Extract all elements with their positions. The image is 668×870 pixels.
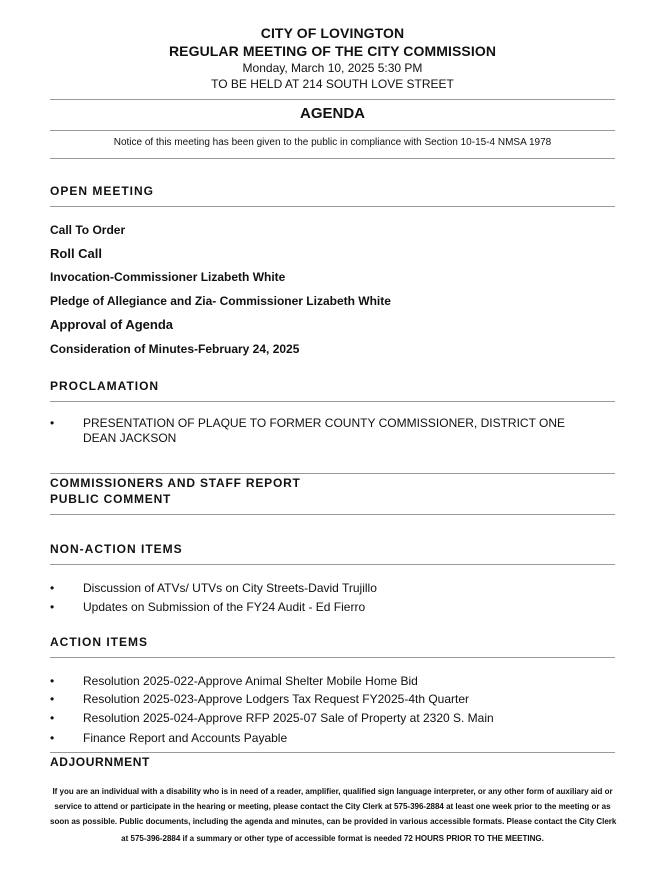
divider: [50, 206, 615, 207]
compliance-notice: Notice of this meeting has been given to the public in compliance with Section 10-15-4 NMSA 1978: [113, 137, 552, 148]
agenda-item-invocation: Invocation-Commissioner Lizabeth White: [50, 270, 286, 284]
divider: [50, 752, 615, 753]
action-heading: ACTION ITEMS: [50, 635, 148, 649]
divider: [50, 564, 615, 565]
non-action-item: Discussion of ATVs/ UTVs on City Streets-David Trujillo: [83, 581, 377, 595]
bullet: •: [50, 692, 55, 706]
proclamation-heading: PROCLAMATION: [50, 379, 160, 393]
meeting-location: TO BE HELD AT 214 SOUTH LOVE STREET: [211, 77, 454, 91]
divider: [50, 657, 615, 658]
divider: [50, 99, 615, 100]
bullet: •: [50, 600, 55, 614]
divider: [50, 514, 615, 515]
accessibility-notice-line: If you are an individual with a disability who is in need of a reader, amplifier, qualified sign language interpreter, or any other form of auxiliary aid or: [52, 787, 613, 796]
adjournment-heading: ADJOURNMENT: [50, 755, 150, 769]
public-comment-heading: PUBLIC COMMENT: [50, 492, 172, 506]
meeting-title: REGULAR MEETING OF THE CITY COMMISSION: [168, 43, 497, 59]
action-item: Resolution 2025-022-Approve Animal Shelter Mobile Home Bid: [83, 674, 418, 688]
action-item: Finance Report and Accounts Payable: [83, 731, 288, 745]
bullet: •: [50, 731, 55, 745]
agenda-item-minutes: Consideration of Minutes-February 24, 2025: [50, 342, 300, 356]
accessibility-notice-line: at 575-396-2884 if a summary or other type of accessible format is needed 72 HOURS PRIOR TO THE MEETING.: [121, 834, 544, 843]
meeting-datetime: Monday, March 10, 2025 5:30 PM: [242, 61, 423, 75]
bullet: •: [50, 711, 55, 725]
agenda-item-call-to-order: Call To Order: [50, 223, 126, 237]
non-action-heading: NON-ACTION ITEMS: [50, 542, 183, 556]
divider: [50, 158, 615, 159]
action-item: Resolution 2025-023-Approve Lodgers Tax Request FY2025-4th Quarter: [83, 692, 470, 706]
action-item: Resolution 2025-024-Approve RFP 2025-07 Sale of Property at 2320 S. Main: [83, 711, 494, 725]
open-meeting-heading: OPEN MEETING: [50, 184, 155, 198]
reports-heading: COMMISSIONERS AND STAFF REPORT: [50, 476, 301, 490]
agenda-item-approval: Approval of Agenda: [50, 317, 174, 332]
accessibility-notice-line: soon as possible. Public documents, including the agenda and minutes, can be provided in various accessible formats. Please contact the City Clerk: [50, 817, 617, 826]
accessibility-notice-line: service to attend or participate in the hearing or meeting, please contact the City Clerk at 575-396-2884 at least one week prior to the meeting or as: [54, 802, 611, 811]
proclamation-item-line2: DEAN JACKSON: [83, 431, 177, 445]
bullet: •: [50, 674, 55, 688]
agenda-item-pledge: Pledge of Allegiance and Zia- Commissioner Lizabeth White: [50, 294, 391, 308]
divider: [50, 130, 615, 131]
agenda-item-roll-call: Roll Call: [50, 246, 103, 261]
city-title: CITY OF LOVINGTON: [260, 25, 405, 41]
proclamation-item-line1: PRESENTATION OF PLAQUE TO FORMER COUNTY COMMISSIONER, DISTRICT ONE: [83, 416, 566, 430]
bullet: •: [50, 581, 55, 595]
agenda-title: AGENDA: [299, 105, 365, 122]
non-action-item: Updates on Submission of the FY24 Audit - Ed Fierro: [83, 600, 366, 614]
divider: [50, 473, 615, 474]
divider: [50, 401, 615, 402]
bullet: •: [50, 416, 55, 430]
